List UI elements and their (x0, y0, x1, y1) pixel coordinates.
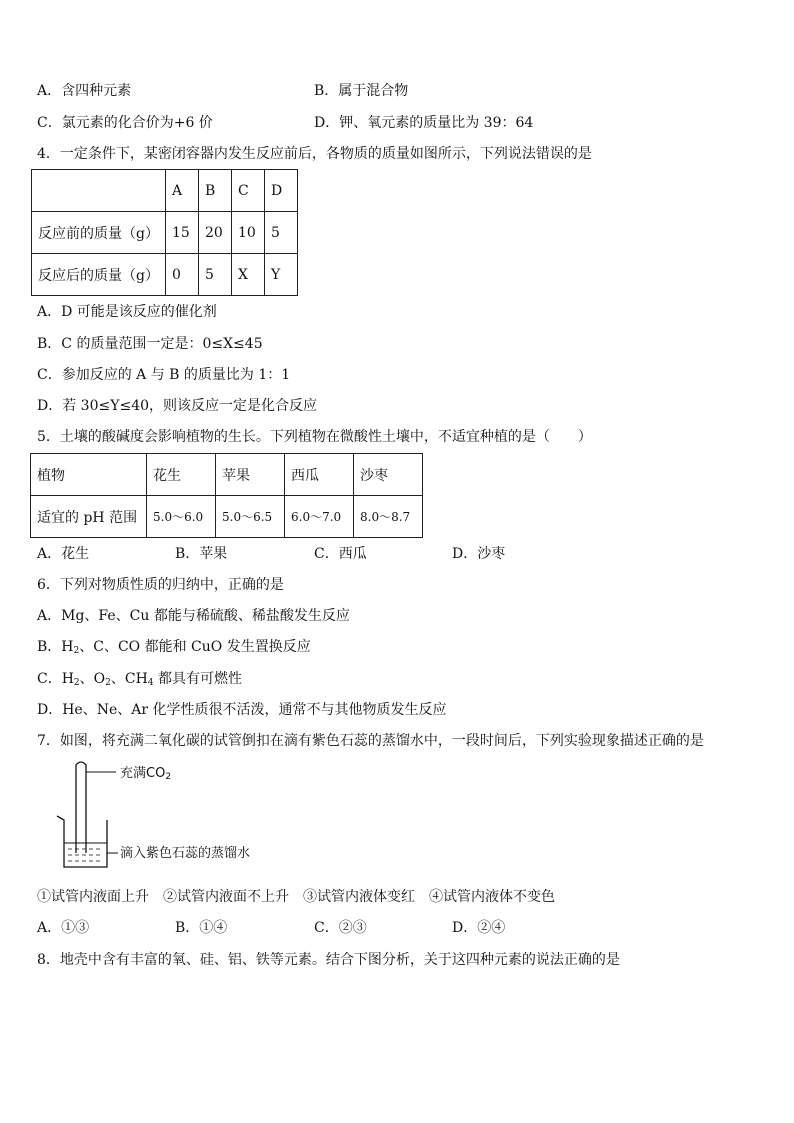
table-cell: 0 (165, 254, 198, 296)
table-cell: A (165, 170, 198, 212)
table-cell: B (198, 170, 231, 212)
test-tube (76, 762, 86, 853)
table-cell: 反应后的质量（g） (32, 254, 166, 296)
subscript: 2 (73, 646, 80, 656)
text-run: 、C、CO 都能和 CuO 发生置换反应 (79, 639, 311, 655)
table-cell: 适宜的 pH 范围 (31, 496, 147, 538)
table-cell: C (231, 170, 264, 212)
table-cell: 沙枣 (354, 454, 423, 496)
table-cell: 反应前的质量（g） (32, 212, 166, 254)
q3-option-c: C．氯元素的化合价为+6 价 (37, 115, 213, 131)
table-cell: 5 (264, 212, 297, 254)
table-cell: 8.0～8.7 (354, 496, 423, 538)
q3-option-a: A．含四种元素 (37, 83, 132, 99)
text-run: 都具有可燃性 (153, 671, 242, 687)
q5-option-b: B．苹果 (175, 546, 228, 562)
table-cell: 植物 (31, 454, 147, 496)
q7-phenomena: ①试管内液面上升 ②试管内液面不上升 ③试管内液体变红 ④试管内液体不变色 (37, 889, 555, 905)
q6-option-d: D．He、Ne、Ar 化学性质很不活泼，通常不与其他物质发生反应 (37, 702, 447, 718)
table-cell: 20 (198, 212, 231, 254)
q4-option-b: B．C 的质量范围一定是：0≤X≤45 (37, 336, 263, 352)
q7-option-a: A．①③ (37, 920, 90, 936)
q5-table (30, 453, 423, 538)
q5-option-c: C．西瓜 (314, 546, 367, 562)
text-run: C．H (37, 671, 74, 687)
text-run: 充满CO (120, 766, 166, 781)
table-cell: Y (264, 254, 297, 296)
q5-stem: 5．土壤的酸碱度会影响植物的生长。下列植物在微酸性土壤中，不适宜种植的是（ ） (37, 429, 592, 445)
q4-option-d: D．若 30≤Y≤40，则该反应一定是化合反应 (37, 398, 318, 414)
text-run: B．H (37, 639, 74, 655)
table-cell: 6.0～7.0 (285, 496, 354, 538)
q7-option-d: D．②④ (452, 920, 506, 936)
table-cell: 花生 (147, 454, 216, 496)
q4-option-a: A．D 可能是该反应的催化剂 (37, 304, 217, 320)
table-row (32, 170, 298, 212)
subscript: 4 (147, 678, 154, 688)
q7-label-co2 (120, 765, 171, 786)
text-run: 、O (79, 671, 106, 687)
q3-option-b: B．属于混合物 (314, 83, 409, 99)
table-cell: 苹果 (216, 454, 285, 496)
text-run: 、CH (110, 671, 148, 687)
table-cell: 10 (231, 212, 264, 254)
table-cell: 5.0～6.5 (216, 496, 285, 538)
q6-option-a: A．Mg、Fe、Cu 都能与稀硫酸、稀盐酸发生反应 (37, 608, 350, 624)
table-row (31, 496, 423, 538)
q5-option-d: D．沙枣 (452, 546, 506, 562)
q5-option-a: A．花生 (37, 546, 90, 562)
q6-option-c (37, 670, 242, 692)
table-row (32, 254, 298, 296)
q3-option-d: D．钾、氧元素的质量比为 39：64 (314, 115, 534, 131)
table-row (32, 212, 298, 254)
beaker-outline (57, 816, 107, 867)
q6-option-b (37, 638, 311, 660)
table-row (31, 454, 423, 496)
subscript: 2 (73, 678, 80, 688)
q7-option-b: B．①④ (175, 920, 228, 936)
table-cell: 5 (198, 254, 231, 296)
table-cell: X (231, 254, 264, 296)
q6-stem: 6．下列对物质性质的归纳中，正确的是 (37, 577, 284, 593)
table-cell: D (264, 170, 297, 212)
q7-stem: 7．如图，将充满二氧化碳的试管倒扣在滴有紫色石蕊的蒸馏水中，一段时间后，下列实验现象描述正确的是 (37, 733, 704, 749)
table-cell (32, 170, 166, 212)
q4-stem: 4．一定条件下，某密闭容器内发生反应前后，各物质的质量如图所示，下列说法错误的是 (37, 146, 592, 162)
q8-stem: 8．地壳中含有丰富的氧、硅、铝、铁等元素。结合下图分析，关于这四种元素的说法正确的是 (37, 952, 620, 968)
subscript: 2 (105, 678, 111, 688)
table-cell: 15 (165, 212, 198, 254)
table-cell: 西瓜 (285, 454, 354, 496)
q4-option-c: C．参加反应的 A 与 B 的质量比为 1：1 (37, 367, 291, 383)
table-cell: 5.0～6.0 (147, 496, 216, 538)
q7-option-c: C．②③ (314, 920, 367, 936)
q4-table (31, 169, 298, 296)
subscript: 2 (165, 772, 172, 782)
q7-label-water: 滴入紫色石蕊的蒸馏水 (120, 846, 251, 861)
